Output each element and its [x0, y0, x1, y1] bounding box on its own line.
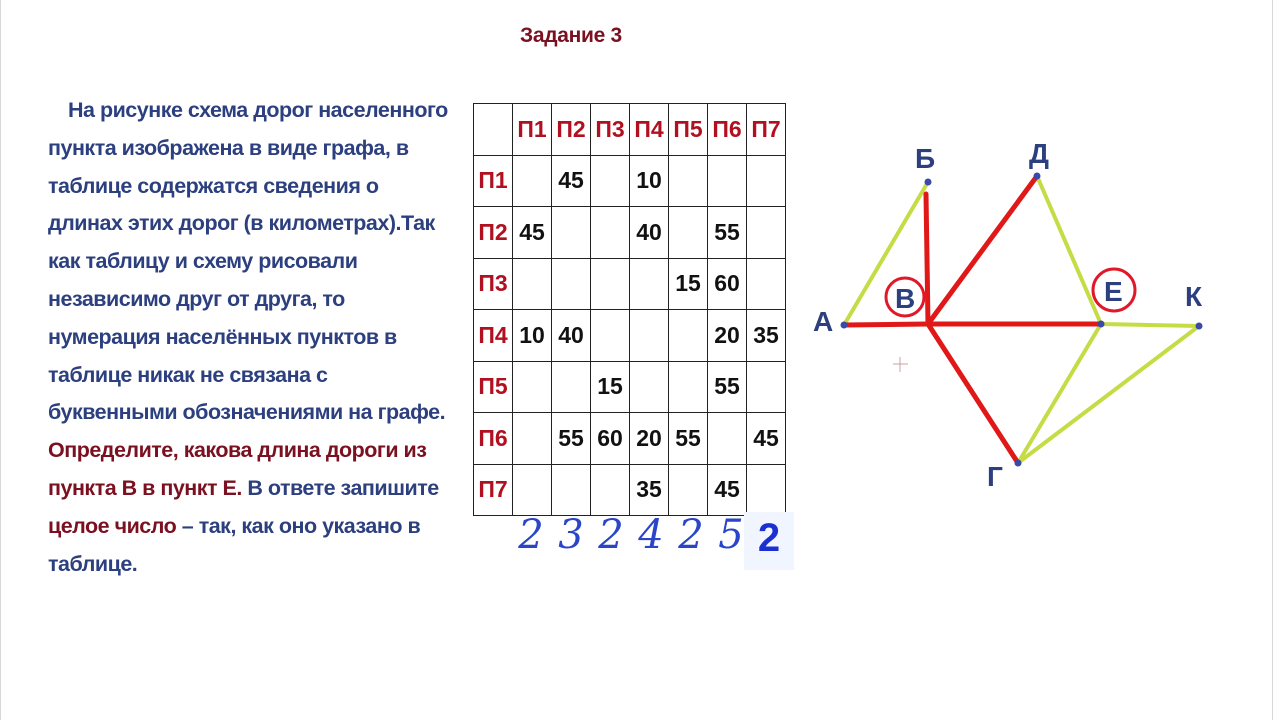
- edge-a-v-highlighted: [844, 324, 928, 325]
- task-title: Задание 3: [520, 24, 622, 47]
- vertex-label-k: К: [1185, 281, 1203, 312]
- vertex-e-dot: [1098, 321, 1105, 328]
- edge-e-g: [1018, 324, 1101, 463]
- table-col-header: П1: [513, 104, 552, 156]
- task-answer-integer: целое число: [48, 513, 177, 538]
- highlighted-edges: [844, 176, 1101, 463]
- table-cell: 35: [630, 464, 669, 516]
- vertex-label-a: А: [813, 306, 834, 337]
- final-answer: 2: [757, 516, 781, 560]
- table-row-header: П6: [474, 413, 513, 465]
- table-col-header: П5: [669, 104, 708, 156]
- table-cell: 45: [552, 155, 591, 207]
- table-col-header: П2: [552, 104, 591, 156]
- table-cell: 45: [513, 207, 552, 259]
- table-col-header: П7: [747, 104, 786, 156]
- vertex-label-e: Е: [1104, 276, 1123, 307]
- degree-annotation: 2: [598, 512, 624, 558]
- table-row-header: П1: [474, 155, 513, 207]
- table-cell: 55: [708, 207, 747, 259]
- vertex-b-dot: [925, 179, 932, 186]
- degree-annotation: 2: [678, 512, 704, 558]
- edge-k-g: [1018, 326, 1199, 463]
- table-row-header: П4: [474, 310, 513, 362]
- table-cell: 15: [591, 361, 630, 413]
- task-question: Определите, какова длина дороги из пункта В в пункт Е.: [48, 438, 427, 500]
- graph-edges: [844, 176, 1199, 463]
- degree-annotation: 4: [638, 512, 664, 558]
- table-cell: 60: [708, 258, 747, 310]
- table-cell: 55: [708, 361, 747, 413]
- table-row-header: П3: [474, 258, 513, 310]
- table-col-header: П3: [591, 104, 630, 156]
- table-cell: 10: [630, 155, 669, 207]
- table-cell: 40: [552, 310, 591, 362]
- table-col-header: П4: [630, 104, 669, 156]
- degree-annotation: 3: [558, 512, 584, 558]
- table-cell: 20: [630, 413, 669, 465]
- table-cell: 45: [747, 413, 786, 465]
- vertex-label-v: В: [895, 283, 916, 314]
- table-cell: 60: [591, 413, 630, 465]
- vertex-label-d: Д: [1029, 138, 1049, 169]
- vertex-label-b: Б: [915, 143, 936, 174]
- table-cell: 40: [630, 207, 669, 259]
- table-cell: 55: [669, 413, 708, 465]
- degree-annotation: 2: [518, 512, 544, 558]
- vertex-k-dot: [1196, 323, 1203, 330]
- edge-e-k: [1101, 324, 1199, 326]
- edge-v-g-highlighted: [928, 324, 1018, 463]
- task-description: На рисунке схема дорог населенного пункта изображена в виде графа, в таблице содержатся сведения о длинах этих дорог (в километрах).Так как таблицу и схему рисовали независимо друг от друга, то нумерация населённых пунктов в таблице никак не связана с буквенными обозначениями на графе.: [48, 98, 448, 425]
- graph-vertices: [841, 173, 1203, 467]
- table-cell: 35: [747, 310, 786, 362]
- table-col-header: П6: [708, 104, 747, 156]
- vertex-d-dot: [1034, 173, 1041, 180]
- table-cell: 45: [708, 464, 747, 516]
- table-cell: 15: [669, 258, 708, 310]
- table-cell: 10: [513, 310, 552, 362]
- task-answer-instruction-b: – так, как оно указано в таблице.: [48, 513, 421, 576]
- table-row-header: П7: [474, 464, 513, 516]
- degree-annotation: 5: [718, 512, 744, 558]
- vertex-label-g: Г: [987, 461, 1003, 492]
- edge-d-e: [1037, 176, 1101, 324]
- edge-b-v-highlighted: [926, 194, 928, 324]
- vertex-a-dot: [841, 322, 848, 329]
- table-row-header: П2: [474, 207, 513, 259]
- vertex-g-dot: [1015, 460, 1022, 467]
- label-circles: [886, 269, 1135, 316]
- task-answer-instruction-a: В ответе запишите: [247, 475, 439, 500]
- table-cell: 55: [552, 413, 591, 465]
- table-cell: 20: [708, 310, 747, 362]
- table-row-header: П5: [474, 361, 513, 413]
- edge-v-d-highlighted: [928, 176, 1037, 324]
- cursor-crosshair-icon: [893, 357, 908, 372]
